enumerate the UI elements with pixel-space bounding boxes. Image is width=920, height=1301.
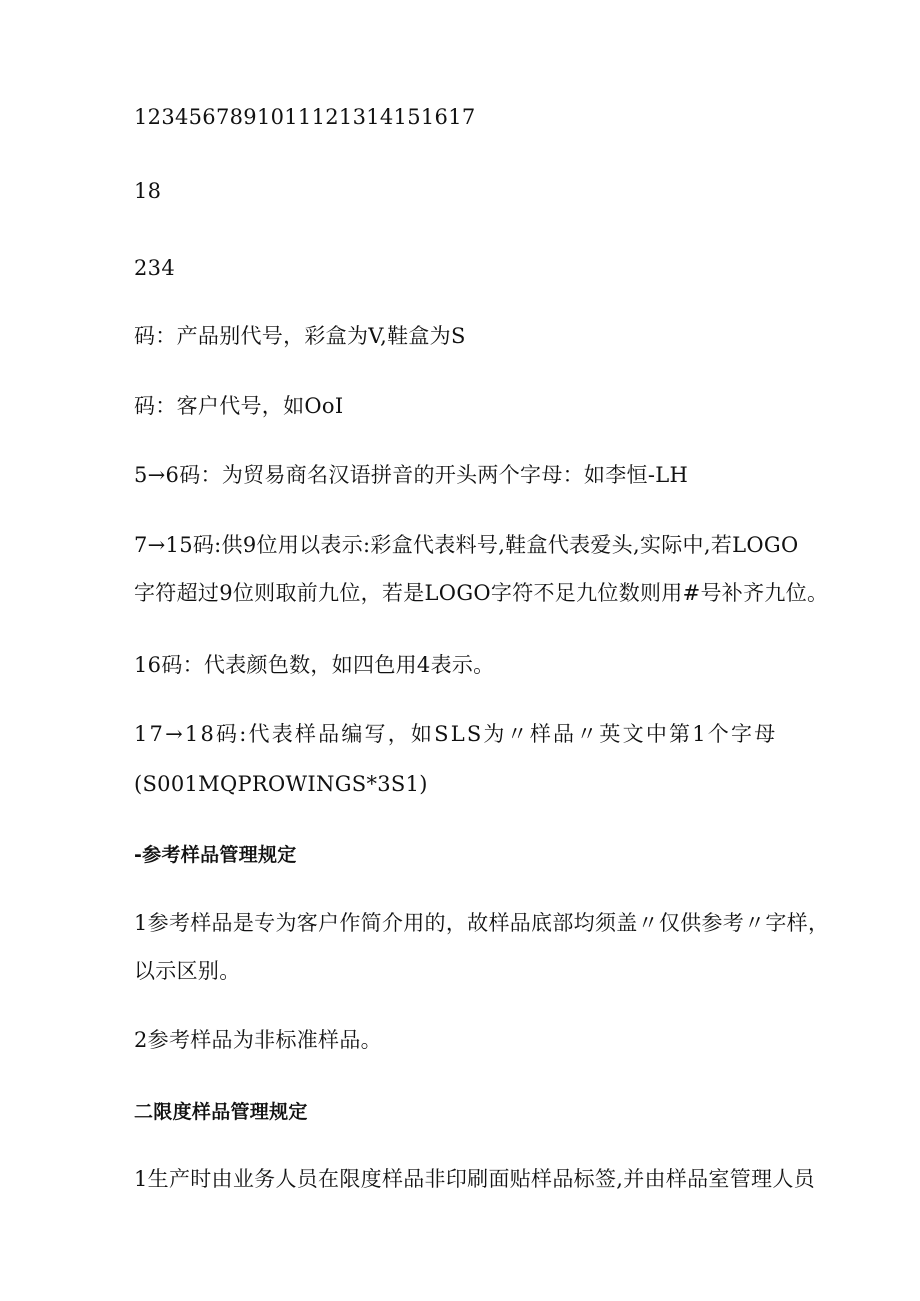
section-heading: -参考样品管理规定 [134, 844, 297, 866]
section-heading: 二限度样品管理规定 [134, 1101, 308, 1123]
text-line: 码：产品别代号，彩盒为V,鞋盒为S [134, 324, 466, 348]
text-line: 234 [134, 256, 175, 280]
text-line: 字符超过9位则取前九位，若是LOGO字符不足九位数则用#号补齐九位。 [134, 581, 829, 605]
text-line: 以示区别。 [134, 959, 241, 983]
text-line: 5→6码：为贸易商名汉语拼音的开头两个字母：如李恒-LH [134, 463, 689, 487]
text-line: 2参考样品为非标准样品。 [134, 1028, 382, 1052]
text-line: 7→15码:供9位用以表示:彩盒代表料号,鞋盒代表爱头,实际中,若LOGO [134, 533, 799, 557]
text-line: 1234567891011121314151617 [134, 105, 476, 129]
text-line: 1生产时由业务人员在限度样品非印刷面贴样品标签,并由样品室管理人员 [134, 1167, 815, 1191]
text-line: 1参考样品是专为客户作简介用的，故样品底部均须盖〃仅供参考〃字样， [134, 911, 830, 935]
text-line: 18 [134, 179, 162, 203]
text-line: 码：客户代号，如OoI [134, 394, 344, 418]
text-line: 17→18码:代表样品编写，如SLS为〃样品〃英文中第1个字母 [134, 722, 778, 746]
text-line: (S001MQPROWINGS*3S1) [134, 772, 428, 796]
text-line: 16码：代表颜色数，如四色用4表示。 [134, 653, 495, 677]
